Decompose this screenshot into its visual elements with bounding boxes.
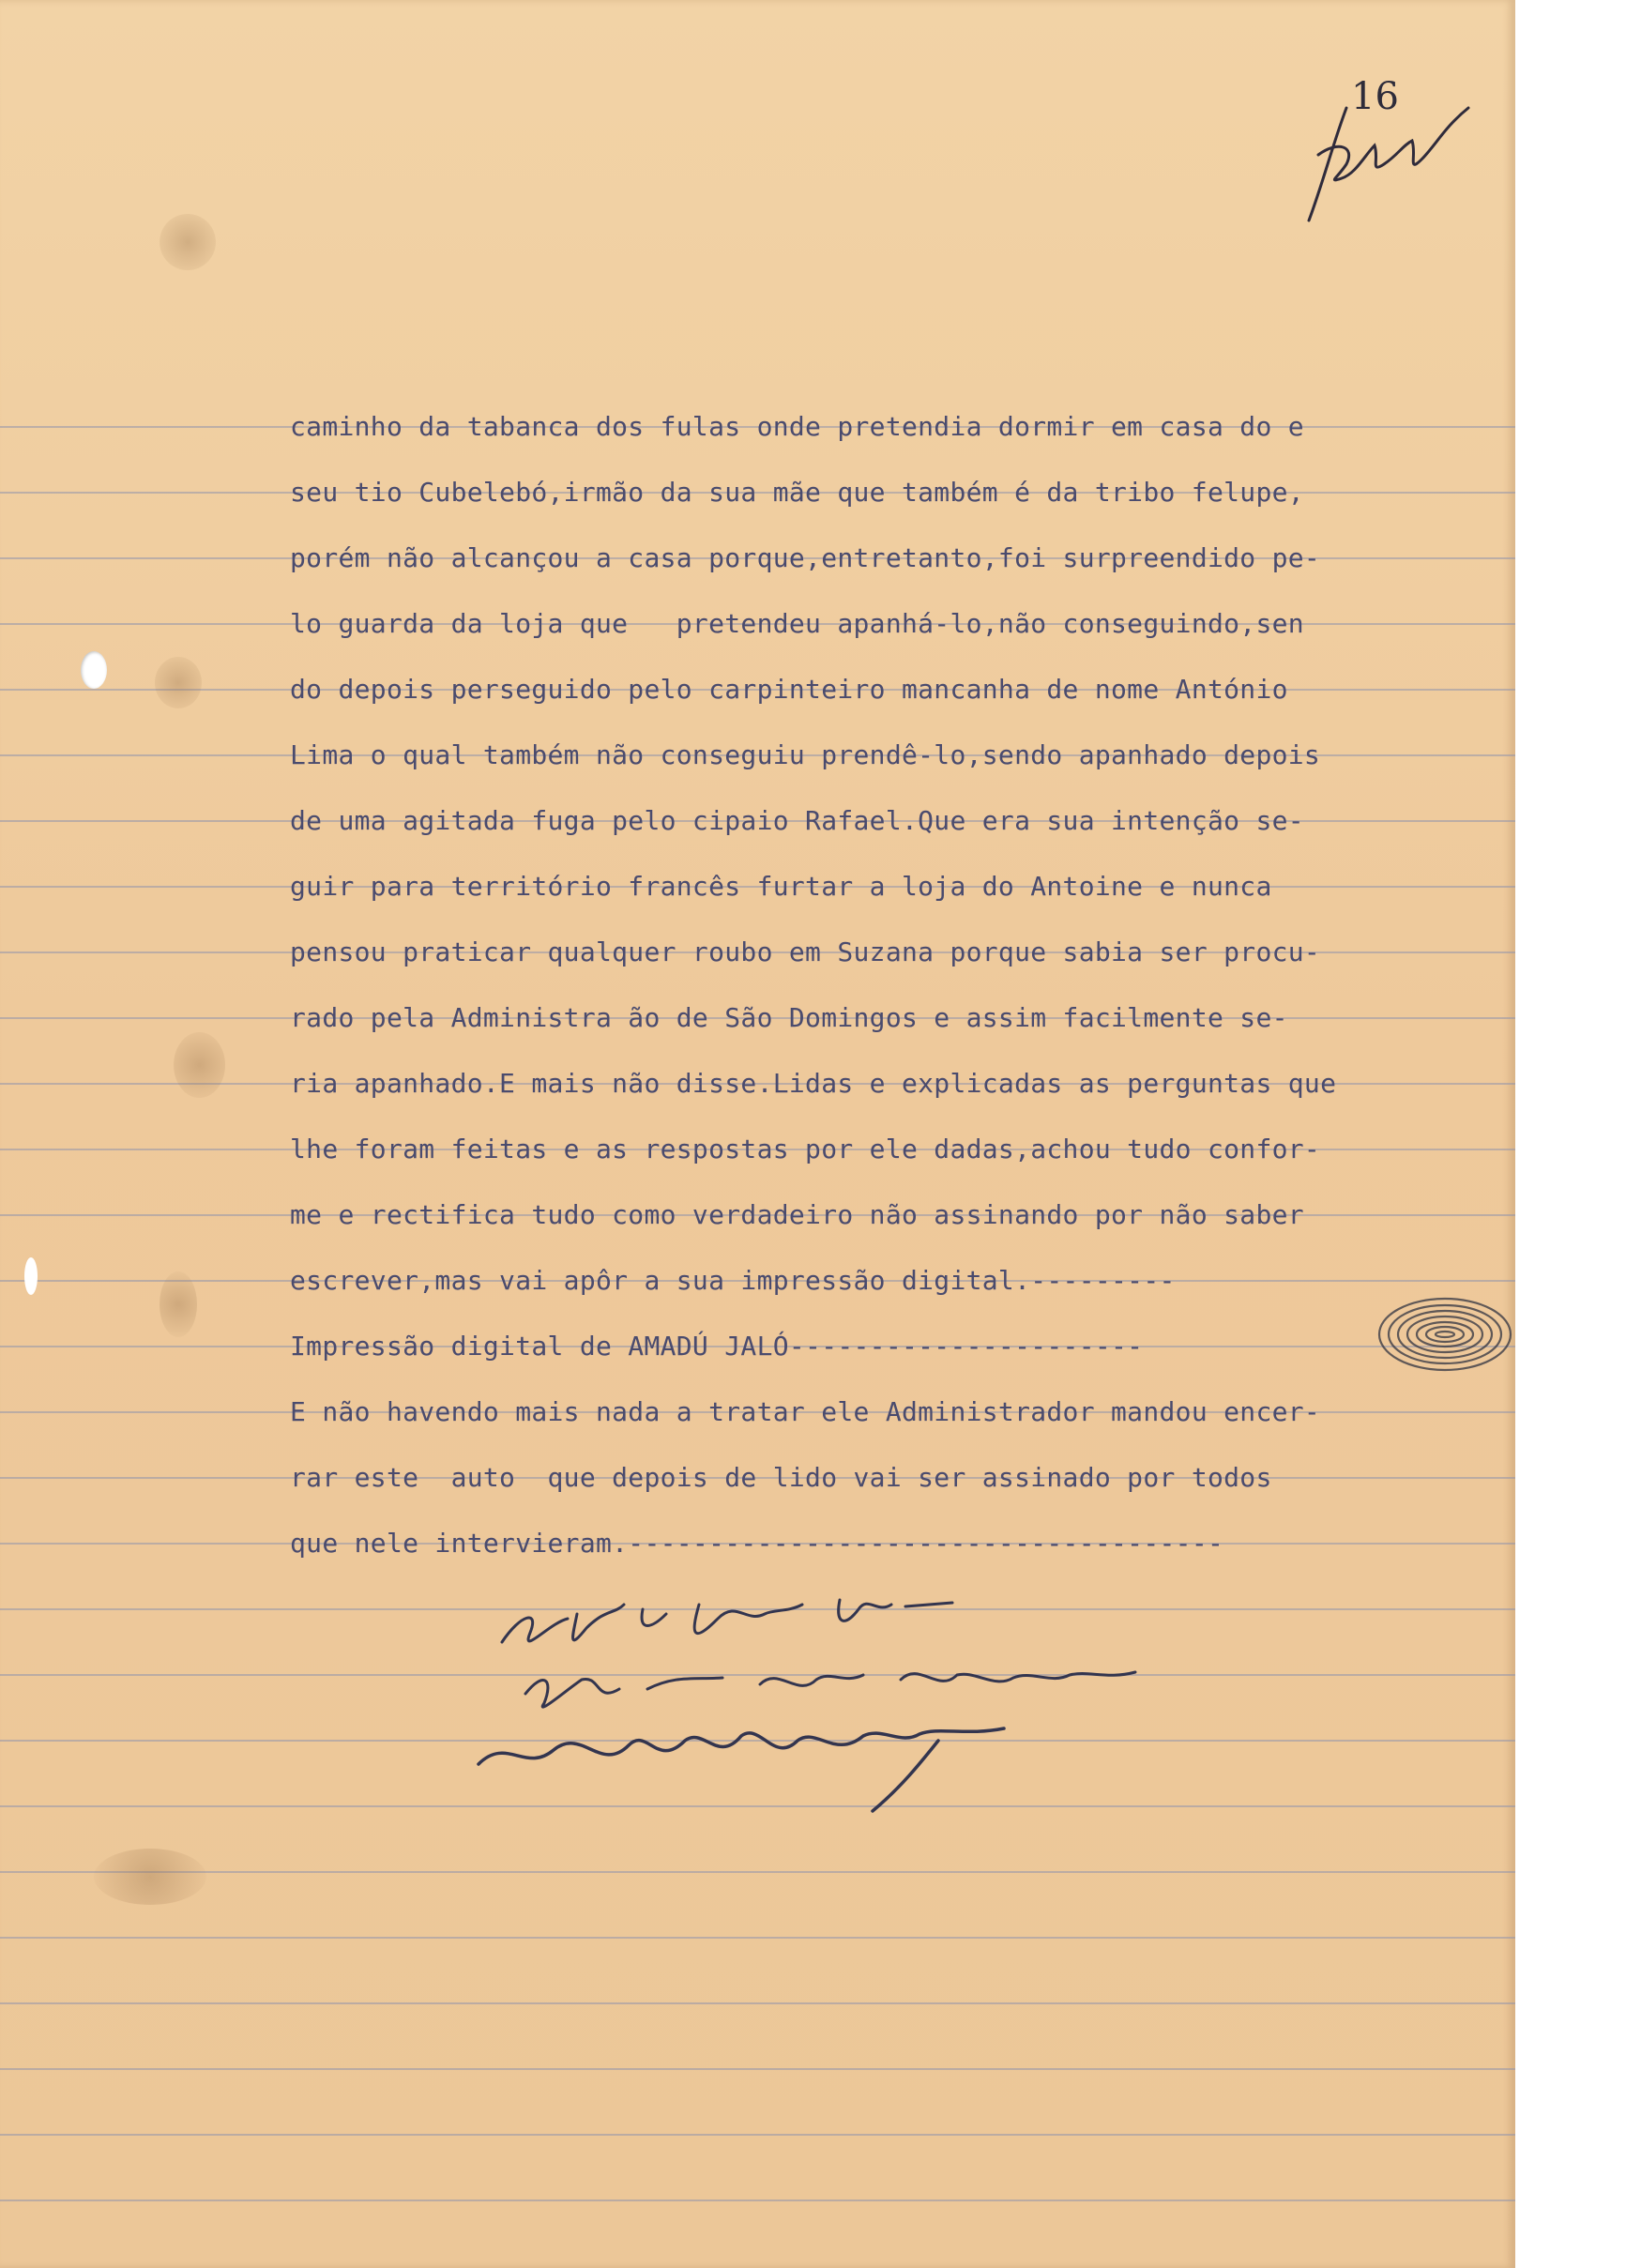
paper-blemish xyxy=(160,1271,197,1337)
text-line: caminho da tabanca dos fulas onde pretendia dormir em casa do e xyxy=(290,411,1304,442)
signature-3 xyxy=(450,1708,1032,1820)
text-line: seu tio Cubelebó,irmão da sua mãe que também é da tribo felupe, xyxy=(290,477,1304,508)
text-line: Impressão digital de AMADÚ JALÓ---------------------- xyxy=(290,1331,1144,1362)
text-line: Lima o qual também não conseguiu prendê-lo,sendo apanhado depois xyxy=(290,739,1321,770)
punch-hole xyxy=(81,651,107,689)
paper-blemish xyxy=(155,657,202,708)
paper-blemish xyxy=(94,1849,206,1905)
text-line: pensou praticar qualquer roubo em Suzana porque sabia ser procu- xyxy=(290,936,1321,967)
text-line: lo guarda da loja que pretendeu apanhá-lo,não conseguindo,sen xyxy=(290,608,1304,639)
page-initials-signature xyxy=(1281,89,1487,230)
text-line: do depois perseguido pelo carpinteiro mancanha de nome António xyxy=(290,674,1288,705)
text-line: me e rectifica tudo como verdadeiro não assinando por não saber xyxy=(290,1199,1304,1230)
text-line: porém não alcançou a casa porque,entretanto,foi surpreendido pe- xyxy=(290,542,1321,573)
text-line: de uma agitada fuga pelo cipaio Rafael.Que era sua intenção se- xyxy=(290,805,1304,836)
edge-notch xyxy=(24,1257,38,1295)
text-line: escrever,mas vai apôr a sua impressão digital.--------- xyxy=(290,1265,1176,1296)
text-line: E não havendo mais nada a tratar ele Administrador mandou encer- xyxy=(290,1396,1321,1427)
text-line: rado pela Administra ão de São Domingos e assim facilmente se- xyxy=(290,1002,1288,1033)
text-line: que nele intervieram.------------------------------------- xyxy=(290,1528,1224,1559)
text-line: guir para território francês furtar a loja do Antoine e nunca xyxy=(290,871,1272,902)
text-line: ria apanhado.E mais não disse.Lidas e explicadas as perguntas que xyxy=(290,1068,1337,1099)
text-line: lhe foram feitas e as respostas por ele dadas,achou tudo confor- xyxy=(290,1134,1321,1164)
text-line: rar este auto que depois de lido vai ser assinado por todos xyxy=(290,1462,1272,1493)
fingerprint-impression xyxy=(1365,1287,1515,1381)
paper-blemish xyxy=(160,214,216,270)
page-number: 16 xyxy=(1351,75,1399,118)
paper-blemish xyxy=(174,1032,225,1098)
